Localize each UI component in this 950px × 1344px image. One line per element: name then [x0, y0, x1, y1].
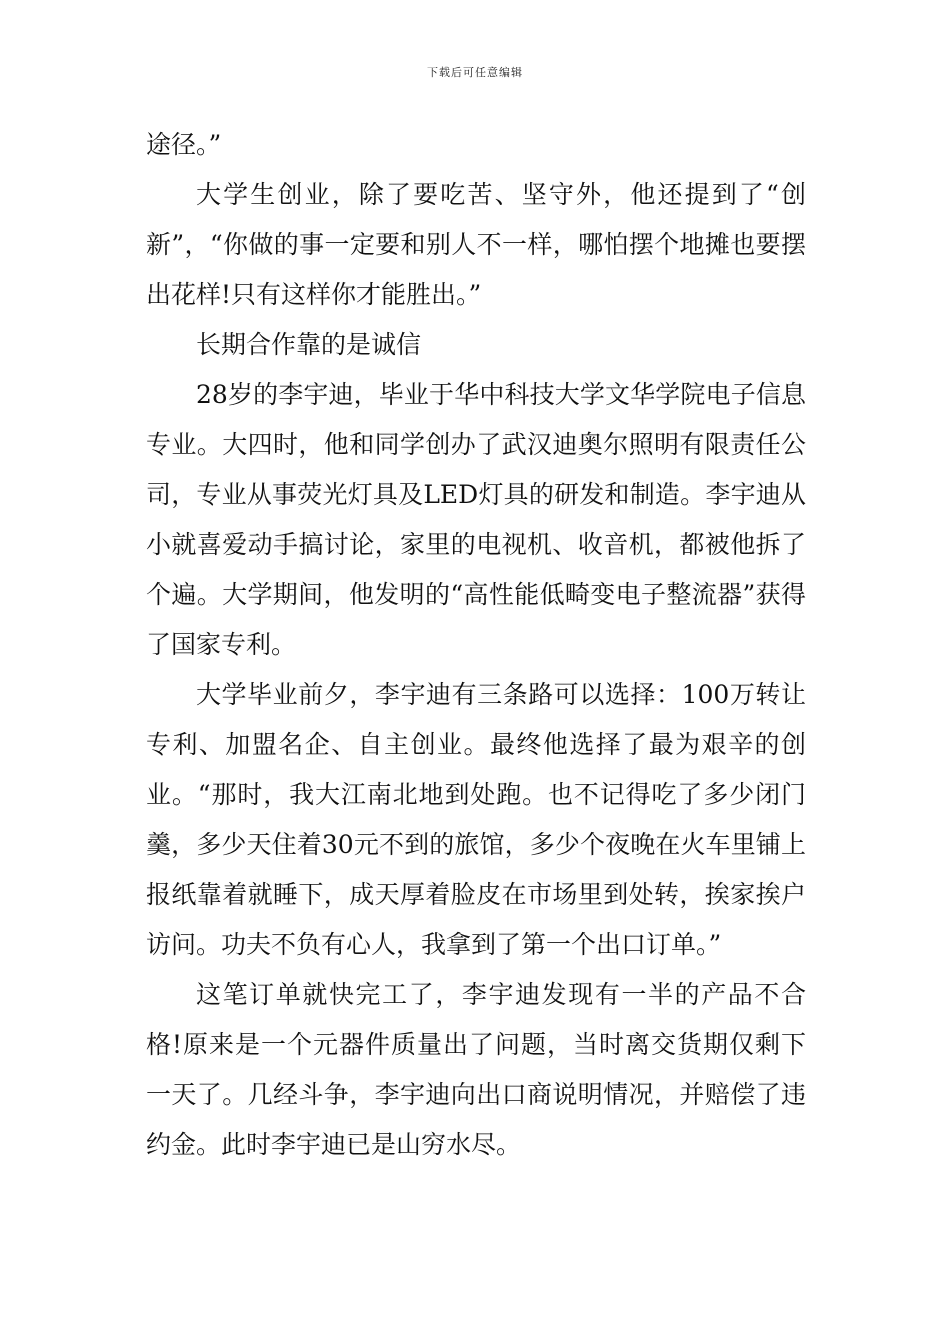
paragraph-4: 大学毕业前夕，李宇迪有三条路可以选择：100万转让专利、加盟名企、自主创业。最终他选择了最为艰辛的创业。“那时，我大江南北地到处跑。也不记得吃了多少闭门羹，多少天住着30元不到的旅馆，多少个夜晚在火车里铺上报纸靠着就睡下，成天厚着脸皮在市场里到处转，挨家挨户访问。功夫不负有心人，我拿到了第一个出口订单。” — [146, 680, 806, 959]
header-note: 下载后可任意编辑 — [427, 66, 523, 79]
paragraph-5: 这笔订单就快完工了，李宇迪发现有一半的产品不合格!原来是一个元器件质量出了问题，当时离交货期仅剩下一天了。几经斗争，李宇迪向出口商说明情况，并赔偿了违约金。此时李宇迪已是山穷水尽。 — [146, 980, 806, 1159]
article-body — [146, 120, 806, 1170]
section-heading: 长期合作靠的是诚信 — [196, 330, 422, 359]
paragraph-3: 28岁的李宇迪，毕业于华中科技大学文华学院电子信息专业。大四时，他和同学创办了武汉迪奥尔照明有限责任公司，专业从事荧光灯具及LED灯具的研发和制造。李宇迪从小就喜爱动手搞讨论，家里的电视机、收音机，都被他拆了个遍。大学期间，他发明的“高性能低畸变电子整流器”获得了国家专利。 — [146, 380, 806, 659]
paragraph-2: 大学生创业，除了要吃苦、坚守外，他还提到了“创新”，“你做的事一定要和别人不一样，哪怕摆个地摊也要摆出花样!只有这样你才能胜出。” — [146, 180, 806, 309]
paragraph-1: 途径。” — [146, 130, 222, 159]
